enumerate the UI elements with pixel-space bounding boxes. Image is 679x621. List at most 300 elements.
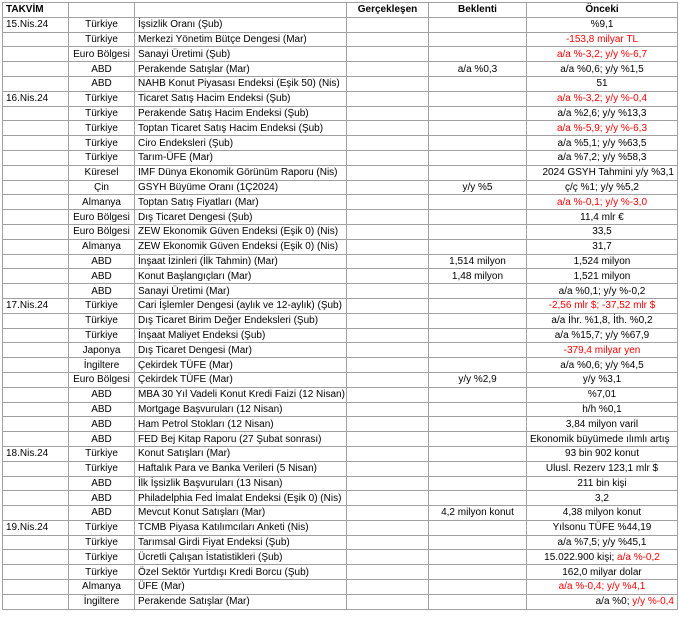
country-cell: Türkiye: [69, 17, 135, 32]
event-cell: IMF Dünya Ekonomik Görünüm Raporu (Nis): [135, 165, 347, 180]
date-cell: [3, 224, 69, 239]
expected-cell: [429, 446, 527, 461]
date-cell: [3, 210, 69, 225]
event-cell: GSYH Büyüme Oranı (1Ç2024): [135, 180, 347, 195]
expected-cell: [429, 520, 527, 535]
table-row: [3, 506, 678, 521]
expected-cell: [429, 432, 527, 447]
actual-cell: [347, 224, 429, 239]
table-row: [3, 210, 678, 225]
table-row: [3, 76, 678, 91]
country-cell: ABD: [69, 432, 135, 447]
expected-cell: [429, 239, 527, 254]
previous-value: a/a %0,6; y/y %1,5: [560, 63, 644, 75]
expected-cell: [429, 136, 527, 151]
previous-cell: [527, 387, 678, 402]
date-cell: [3, 106, 69, 121]
date-cell: [3, 269, 69, 284]
expected-cell: y/y %5: [429, 180, 527, 195]
actual-cell: [347, 506, 429, 521]
expected-cell: [429, 32, 527, 47]
previous-cell: [527, 343, 678, 358]
previous-cell: [527, 136, 678, 151]
event-cell: Ticaret Satış Hacim Endeksi (Şub): [135, 91, 347, 106]
expected-cell: y/y %2,9: [429, 372, 527, 387]
actual-cell: [347, 62, 429, 77]
previous-cell: [527, 239, 678, 254]
previous-value-extra: a/a %-0,2: [614, 551, 660, 563]
country-cell: ABD: [69, 254, 135, 269]
actual-cell: [347, 32, 429, 47]
actual-cell: [347, 17, 429, 32]
expected-cell: [429, 476, 527, 491]
actual-cell: [347, 476, 429, 491]
table-row: [3, 47, 678, 62]
table-row: [3, 594, 678, 609]
actual-cell: [347, 372, 429, 387]
event-cell: Toptan Ticaret Satış Hacim Endeksi (Şub): [135, 121, 347, 136]
previous-cell: [527, 298, 678, 313]
country-cell: ABD: [69, 506, 135, 521]
country-cell: Türkiye: [69, 535, 135, 550]
date-cell: [3, 239, 69, 254]
country-cell: Türkiye: [69, 565, 135, 580]
expected-cell: [429, 17, 527, 32]
actual-cell: [347, 180, 429, 195]
country-cell: Almanya: [69, 195, 135, 210]
country-cell: Türkiye: [69, 328, 135, 343]
date-cell: [3, 550, 69, 565]
previous-value: h/h %0,1: [582, 403, 622, 415]
date-cell: [3, 150, 69, 165]
expected-cell: [429, 91, 527, 106]
previous-value: 33,5: [592, 226, 612, 238]
previous-value: Yılsonu TÜFE %44,19: [552, 522, 652, 534]
actual-cell: [347, 550, 429, 565]
previous-cell: [527, 121, 678, 136]
expected-cell: [429, 106, 527, 121]
event-cell: Özel Sektör Yurtdışı Kredi Borcu (Şub): [135, 565, 347, 580]
event-cell: Perakende Satışlar (Mar): [135, 62, 347, 77]
previous-value: ç/ç %1; y/y %5,2: [565, 181, 639, 193]
actual-cell: [347, 106, 429, 121]
previous-cell: [527, 402, 678, 417]
event-cell: FED Bej Kitap Raporu (27 Şubat sonrası): [135, 432, 347, 447]
country-cell: Türkiye: [69, 91, 135, 106]
country-cell: ABD: [69, 269, 135, 284]
event-cell: Ücretli Çalışan İstatistikleri (Şub): [135, 550, 347, 565]
actual-cell: [347, 150, 429, 165]
actual-cell: [347, 461, 429, 476]
actual-cell: [347, 580, 429, 595]
date-cell: [3, 180, 69, 195]
date-cell: [3, 491, 69, 506]
previous-value: 31,7: [592, 241, 612, 253]
date-cell: 15.Nis.24: [3, 17, 69, 32]
date-cell: [3, 76, 69, 91]
date-cell: 16.Nis.24: [3, 91, 69, 106]
economic-calendar-table: [2, 2, 678, 610]
table-row: [3, 461, 678, 476]
date-cell: [3, 565, 69, 580]
previous-value: 211 bin kişi: [577, 477, 627, 489]
expected-cell: [429, 224, 527, 239]
table-row: [3, 298, 678, 313]
expected-cell: 1,514 milyon: [429, 254, 527, 269]
previous-value: -2,56 mlr $; -37,52 mlr $: [548, 300, 656, 312]
expected-cell: [429, 565, 527, 580]
country-cell: Türkiye: [69, 520, 135, 535]
date-cell: [3, 62, 69, 77]
date-cell: 18.Nis.24: [3, 446, 69, 461]
country-cell: ABD: [69, 387, 135, 402]
date-cell: [3, 136, 69, 151]
actual-cell: [347, 298, 429, 313]
event-cell: Çekirdek TÜFE (Mar): [135, 358, 347, 373]
date-cell: [3, 402, 69, 417]
expected-cell: [429, 298, 527, 313]
event-cell: Dış Ticaret Birim Değer Endeksleri (Şub): [135, 313, 347, 328]
previous-value: Ekonomik büyümede ılımlı artış: [530, 433, 670, 445]
previous-cell: [527, 580, 678, 595]
event-cell: ZEW Ekonomik Güven Endeksi (Eşik 0) (Nis): [135, 224, 347, 239]
actual-cell: [347, 491, 429, 506]
previous-value: a/a %7,5; y/y %45,1: [557, 537, 647, 549]
header-expected: Beklenti: [429, 3, 527, 18]
event-cell: İlk İşsizlik Başvuruları (13 Nisan): [135, 476, 347, 491]
country-cell: İngiltere: [69, 594, 135, 609]
actual-cell: [347, 520, 429, 535]
actual-cell: [347, 565, 429, 580]
date-cell: [3, 121, 69, 136]
country-cell: Almanya: [69, 580, 135, 595]
expected-cell: [429, 461, 527, 476]
expected-cell: [429, 284, 527, 299]
previous-value: a/a %-5,9; y/y %-6,3: [556, 122, 648, 134]
previous-value: a/a %5,1; y/y %63,5: [557, 137, 647, 149]
previous-cell: [527, 594, 678, 609]
previous-value: a/a %15,7; y/y %67,9: [554, 329, 650, 341]
expected-cell: 1,48 milyon: [429, 269, 527, 284]
previous-cell: [527, 506, 678, 521]
event-cell: Dış Ticaret Dengesi (Mar): [135, 343, 347, 358]
date-cell: [3, 254, 69, 269]
expected-cell: [429, 358, 527, 373]
country-cell: Türkiye: [69, 32, 135, 47]
date-cell: [3, 284, 69, 299]
country-cell: Japonya: [69, 343, 135, 358]
previous-value: 93 bin 902 konut: [565, 448, 639, 460]
country-cell: Çin: [69, 180, 135, 195]
country-cell: ABD: [69, 284, 135, 299]
country-cell: Euro Bölgesi: [69, 224, 135, 239]
table-row: [3, 358, 678, 373]
date-cell: [3, 313, 69, 328]
previous-cell: [527, 91, 678, 106]
previous-cell: [527, 461, 678, 476]
previous-value: a/a %7,2; y/y %58,3: [557, 152, 647, 164]
actual-cell: [347, 328, 429, 343]
previous-value: y/y %3,1: [582, 374, 622, 386]
country-cell: Türkiye: [69, 121, 135, 136]
expected-cell: [429, 491, 527, 506]
event-cell: ZEW Ekonomik Güven Endeksi (Eşik 0) (Nis): [135, 239, 347, 254]
previous-cell: [527, 417, 678, 432]
date-cell: [3, 506, 69, 521]
event-cell: İşsizlik Oranı (Şub): [135, 17, 347, 32]
date-cell: [3, 343, 69, 358]
expected-cell: [429, 328, 527, 343]
event-cell: Konut Satışları (Mar): [135, 446, 347, 461]
table-row: [3, 150, 678, 165]
previous-value: 2024 GSYH Tahmini y/y %3,1: [542, 167, 674, 179]
previous-cell: [527, 476, 678, 491]
actual-cell: [347, 594, 429, 609]
previous-cell: [527, 372, 678, 387]
table-row: [3, 580, 678, 595]
event-cell: Perakende Satışlar (Mar): [135, 594, 347, 609]
table-row: [3, 32, 678, 47]
country-cell: Türkiye: [69, 313, 135, 328]
previous-cell: [527, 62, 678, 77]
date-cell: [3, 535, 69, 550]
country-cell: Almanya: [69, 239, 135, 254]
event-cell: Tarımsal Girdi Fiyat Endeksi (Şub): [135, 535, 347, 550]
date-cell: [3, 387, 69, 402]
date-cell: [3, 476, 69, 491]
header-event: [135, 3, 347, 18]
previous-cell: [527, 432, 678, 447]
date-cell: [3, 32, 69, 47]
actual-cell: [347, 76, 429, 91]
table-row: [3, 165, 678, 180]
table-row: [3, 136, 678, 151]
event-cell: Sanayi Üretimi (Şub): [135, 47, 347, 62]
actual-cell: [347, 195, 429, 210]
previous-cell: [527, 224, 678, 239]
table-row: [3, 239, 678, 254]
expected-cell: [429, 535, 527, 550]
previous-value-extra: y/y %-0,4: [629, 596, 674, 608]
previous-value: %9,1: [590, 19, 614, 31]
previous-cell: [527, 565, 678, 580]
country-cell: Euro Bölgesi: [69, 47, 135, 62]
actual-cell: [347, 269, 429, 284]
event-cell: TCMB Piyasa Katılımcıları Anketi (Nis): [135, 520, 347, 535]
event-cell: Cari İşlemler Dengesi (aylık ve 12-aylık) (Şub): [135, 298, 347, 313]
header-actual: Gerçekleşen: [347, 3, 429, 18]
table-row: [3, 432, 678, 447]
table-row: [3, 372, 678, 387]
date-cell: [3, 358, 69, 373]
previous-cell: [527, 358, 678, 373]
previous-value: a/a %0,6; y/y %4,5: [560, 359, 644, 371]
event-cell: Toptan Satış Fiyatları (Mar): [135, 195, 347, 210]
header-previous: Önceki: [527, 3, 678, 18]
event-cell: Konut Başlangıçları (Mar): [135, 269, 347, 284]
previous-cell: [527, 313, 678, 328]
country-cell: Türkiye: [69, 136, 135, 151]
date-cell: [3, 372, 69, 387]
actual-cell: [347, 417, 429, 432]
event-cell: Merkezi Yönetim Bütçe Dengesi (Mar): [135, 32, 347, 47]
table-row: [3, 17, 678, 32]
previous-cell: [527, 446, 678, 461]
table-row: [3, 446, 678, 461]
previous-value: 162,0 milyar dolar: [562, 566, 642, 578]
table-row: [3, 387, 678, 402]
calendar-body: [3, 17, 678, 609]
date-cell: [3, 328, 69, 343]
previous-cell: [527, 106, 678, 121]
event-cell: Mevcut Konut Satışları (Mar): [135, 506, 347, 521]
previous-cell: [527, 76, 678, 91]
previous-value: a/a %0,1; y/y %-0,2: [558, 285, 646, 297]
previous-cell: [527, 491, 678, 506]
event-cell: Sanayi Üretimi (Mar): [135, 284, 347, 299]
expected-cell: [429, 165, 527, 180]
previous-value: 3,2: [595, 492, 609, 504]
previous-cell: [527, 269, 678, 284]
previous-value: -153,8 milyar TL: [565, 33, 639, 45]
previous-value: a/a %2,6; y/y %13,3: [557, 107, 647, 119]
event-cell: Çekirdek TÜFE (Mar): [135, 372, 347, 387]
header-date: TAKVİM: [3, 3, 69, 18]
country-cell: ABD: [69, 402, 135, 417]
expected-cell: [429, 343, 527, 358]
previous-value: 1,521 milyon: [573, 270, 631, 282]
date-cell: [3, 417, 69, 432]
event-cell: Philadelphia Fed İmalat Endeksi (Eşik 0) (Nis): [135, 491, 347, 506]
date-cell: [3, 594, 69, 609]
country-cell: İngiltere: [69, 358, 135, 373]
country-cell: Küresel: [69, 165, 135, 180]
table-row: [3, 535, 678, 550]
actual-cell: [347, 165, 429, 180]
expected-cell: [429, 387, 527, 402]
date-cell: [3, 165, 69, 180]
table-row: [3, 520, 678, 535]
expected-cell: [429, 313, 527, 328]
event-cell: Tarım-ÜFE (Mar): [135, 150, 347, 165]
header-row: [3, 3, 678, 18]
actual-cell: [347, 136, 429, 151]
table-row: [3, 565, 678, 580]
table-row: [3, 180, 678, 195]
previous-cell: [527, 195, 678, 210]
country-cell: Türkiye: [69, 298, 135, 313]
expected-cell: [429, 550, 527, 565]
table-row: [3, 121, 678, 136]
date-cell: 19.Nis.24: [3, 520, 69, 535]
event-cell: İnşaat Maliyet Endeksi (Şub): [135, 328, 347, 343]
previous-cell: [527, 150, 678, 165]
previous-cell: [527, 165, 678, 180]
actual-cell: [347, 91, 429, 106]
table-row: [3, 106, 678, 121]
table-row: [3, 91, 678, 106]
date-cell: [3, 432, 69, 447]
expected-cell: a/a %0,3: [429, 62, 527, 77]
previous-cell: [527, 284, 678, 299]
previous-cell: [527, 17, 678, 32]
previous-cell: [527, 535, 678, 550]
country-cell: ABD: [69, 491, 135, 506]
table-row: [3, 62, 678, 77]
previous-cell: [527, 550, 678, 565]
date-cell: [3, 461, 69, 476]
table-row: [3, 254, 678, 269]
actual-cell: [347, 121, 429, 136]
expected-cell: [429, 580, 527, 595]
actual-cell: [347, 254, 429, 269]
expected-cell: [429, 121, 527, 136]
actual-cell: [347, 387, 429, 402]
actual-cell: [347, 535, 429, 550]
event-cell: Haftalık Para ve Banka Verileri (5 Nisan): [135, 461, 347, 476]
table-row: [3, 313, 678, 328]
previous-value: -379,4 milyar yen: [563, 344, 641, 356]
expected-cell: [429, 150, 527, 165]
table-row: [3, 269, 678, 284]
previous-cell: [527, 180, 678, 195]
country-cell: ABD: [69, 476, 135, 491]
expected-cell: [429, 76, 527, 91]
country-cell: Türkiye: [69, 550, 135, 565]
expected-cell: 4,2 milyon konut: [429, 506, 527, 521]
actual-cell: [347, 284, 429, 299]
table-row: [3, 224, 678, 239]
previous-value: 51: [596, 78, 608, 90]
previous-cell: [527, 47, 678, 62]
actual-cell: [347, 210, 429, 225]
previous-value: 15.022.900 kişi;: [544, 551, 615, 563]
expected-cell: [429, 417, 527, 432]
date-cell: [3, 580, 69, 595]
previous-cell: [527, 32, 678, 47]
previous-value: 1,524 milyon: [573, 255, 631, 267]
table-row: [3, 476, 678, 491]
actual-cell: [347, 446, 429, 461]
expected-cell: [429, 195, 527, 210]
previous-value: 4,38 milyon konut: [562, 507, 642, 519]
previous-cell: [527, 210, 678, 225]
country-cell: Türkiye: [69, 461, 135, 476]
actual-cell: [347, 47, 429, 62]
previous-cell: [527, 254, 678, 269]
event-cell: Perakende Satış Hacim Endeksi (Şub): [135, 106, 347, 121]
actual-cell: [347, 432, 429, 447]
event-cell: Mortgage Başvuruları (12 Nisan): [135, 402, 347, 417]
previous-value: Ulusl. Rezerv 123,1 mlr $: [545, 463, 659, 475]
country-cell: ABD: [69, 76, 135, 91]
table-row: [3, 195, 678, 210]
date-cell: [3, 195, 69, 210]
table-row: [3, 402, 678, 417]
date-cell: [3, 47, 69, 62]
table-row: [3, 491, 678, 506]
expected-cell: [429, 402, 527, 417]
country-cell: ABD: [69, 417, 135, 432]
table-row: [3, 284, 678, 299]
event-cell: İnşaat İzinleri (İlk Tahmin) (Mar): [135, 254, 347, 269]
previous-value: a/a %-0,4; y/y %4,1: [558, 581, 646, 593]
table-row: [3, 328, 678, 343]
country-cell: Euro Bölgesi: [69, 210, 135, 225]
event-cell: MBA 30 Yıl Vadeli Konut Kredi Faizi (12 Nisan): [135, 387, 347, 402]
table-row: [3, 550, 678, 565]
previous-value: %7,01: [587, 389, 617, 401]
